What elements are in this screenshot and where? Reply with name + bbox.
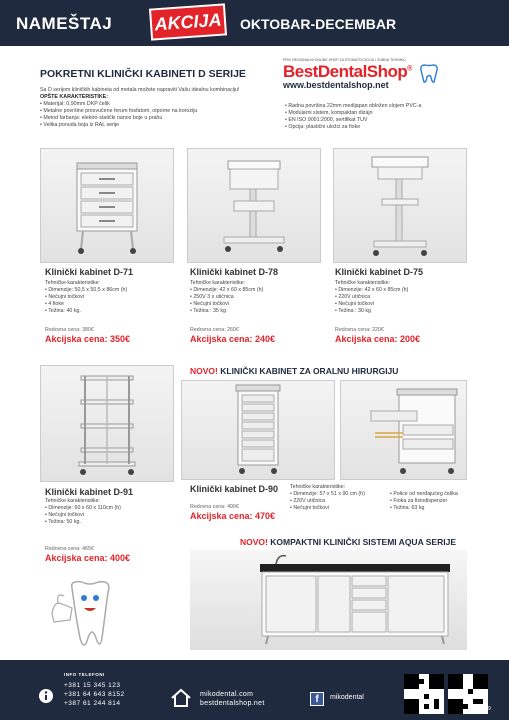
logo-tagline: PRVI REGIONALNI ONLINE SHOP ZA STOMATOLOGIJU I ZUBNU TEHNIKU: [283, 58, 406, 62]
section-aqua-text: KOMPAKTNI KLINIČKI SISTEMI AQUA SERIJE: [267, 537, 456, 547]
phone-number[interactable]: +381 64 643 8152: [64, 691, 125, 698]
feature-item: • Metalne površine presvučene ferum fosfatom, otporne na koroziju: [40, 108, 198, 114]
product-specs-d71: [45, 280, 127, 315]
spec-item: • Dimenzije: 60 x 60 x 110cm (h): [45, 505, 121, 511]
header-bar: [0, 0, 509, 46]
spec-item: • Težina: 63 kg: [390, 505, 425, 511]
sale-price-d90: Akcijska cena: 470€: [190, 511, 276, 521]
feature-item: • Velika ponuda boja iz RAL serije: [40, 122, 120, 128]
akcija-badge: AKCIJA: [149, 3, 227, 40]
header-period: OKTOBAR-DECEMBAR: [240, 16, 397, 32]
sale-price-d78: Akcijska cena: 240€: [190, 334, 276, 344]
cabinet-d71-illustration: [41, 149, 173, 262]
cabinet-d75-illustration: [334, 149, 466, 262]
header-title: NAMEŠTAJ: [16, 14, 113, 33]
qr-code-icon: [404, 674, 444, 714]
product-image-d75: [333, 148, 467, 263]
product-specs-d78: [190, 280, 263, 315]
specs-label: Tehničke karakteristike:: [290, 484, 346, 490]
spec-item: • Nečujni točkovi: [290, 505, 329, 511]
old-price-d91: Redovna cena: 465€: [45, 546, 94, 552]
page-number: 9: [488, 706, 491, 712]
cabinet-d78-illustration: [188, 149, 320, 262]
home-icon: [170, 688, 192, 708]
tooth-mascot-icon: [42, 578, 132, 658]
product-name-d90: Klinički kabinet D-90: [190, 484, 279, 494]
old-price-d78: Redovna cena: 260€: [190, 327, 239, 333]
product-name-d71: Klinički kabinet D-71: [45, 267, 134, 277]
spec-item: • Police od nerđajućeg čelika: [390, 491, 458, 497]
product-image-d71: [40, 148, 174, 263]
phone-number[interactable]: +387 61 244 814: [64, 700, 121, 707]
section-oral-surgery: [190, 366, 398, 376]
spec-item: • Dimenzije: 57 x 51 x 90 cm (h): [290, 491, 365, 497]
feature-item: • Materijal: 0,90mm DKP čelik: [40, 101, 110, 107]
product-name-d78: Klinički kabinet D-78: [190, 267, 279, 277]
footer-phone-label: INFO TELEFONI: [64, 672, 105, 677]
product-image-d91: [40, 365, 174, 482]
cabinet-d90-open-illustration: [341, 381, 466, 479]
spec-item: • Nečujni točkovi: [190, 301, 229, 307]
feature-item: • Radna površina 22mm medijapan obložen slojem PVC-a: [285, 103, 422, 109]
feature-item: • EN ISO 9001:2000, sertifikat TUV: [285, 117, 368, 123]
tooth-logo-icon: [418, 64, 440, 84]
feature-item: • Opcija: plastični uložci za fioke: [285, 124, 361, 130]
old-price-d71: Redovna cena: 380€: [45, 327, 94, 333]
sale-price-d71: Akcijska cena: 350€: [45, 334, 131, 344]
spec-item: • 4 fioke: [45, 301, 64, 307]
product-specs-d90: [290, 484, 365, 512]
qr-code-icon: [448, 674, 488, 714]
footer-bar: [0, 660, 509, 720]
section-oral-text: KLINIČKI KABINET ZA ORALNU HIRURGIJU: [217, 366, 399, 376]
spec-item: • Dimenzije: 50,5 x 50,5 x 86cm (h): [45, 287, 128, 293]
novo-label: NOVO!: [190, 366, 218, 376]
sale-price-d91: Akcijska cena: 400€: [45, 553, 131, 563]
spec-item: • Nečujni točkovi: [45, 512, 84, 518]
logo-brand: BestDentalShop®: [283, 62, 412, 81]
sale-price-d75: Akcijska cena: 200€: [335, 334, 421, 344]
old-price-d75: Redovna cena: 220€: [335, 327, 384, 333]
spec-item: • Težina : 30 kg: [335, 308, 371, 314]
intro-block: [40, 87, 280, 129]
info-icon: [38, 688, 54, 704]
intro-features-right: [285, 103, 485, 131]
website-link[interactable]: mikodental.com: [200, 691, 254, 698]
spec-item: • 250V 3 x utičnica: [190, 294, 234, 300]
product-name-d75: Klinički kabinet D-75: [335, 267, 424, 277]
product-specs-d91: [45, 498, 121, 526]
spec-item: • Težina : 35 kg: [190, 308, 226, 314]
intro-heading: OPŠTE KARAKTERISTIKE:: [40, 94, 108, 100]
logo-url: www.bestdentalshop.net: [283, 80, 389, 90]
product-specs-d90-extra: [390, 491, 458, 512]
intro-text: Sa D serijom kliničkih kabineta od metala možete napraviti Vašu idealnu kombinaciju!: [40, 87, 240, 93]
spec-item: • Težina: 40 kg.: [45, 308, 81, 314]
spec-item: • Dimenzije: 42 x 60 x 85cm (h): [190, 287, 264, 293]
cabinet-d91-illustration: [41, 366, 173, 481]
product-image-d78: [187, 148, 321, 263]
product-specs-d75: [335, 280, 408, 315]
feature-item: • Modularni sistem, kompaktan dizajn: [285, 110, 373, 116]
old-price-d90: Redovna cena: 490€: [190, 504, 239, 510]
specs-label: Tehničke karakteristike:: [45, 280, 101, 286]
spec-item: • 220V utičnica: [335, 294, 371, 300]
product-image-d90-open: [340, 380, 467, 480]
spec-item: • Dimenzije: 42 x 60 x 85cm (h): [335, 287, 409, 293]
qr-code-2[interactable]: [448, 674, 488, 714]
spec-item: • Nečujni točkovi: [45, 294, 84, 300]
website-link[interactable]: bestdentalshop.net: [200, 700, 265, 707]
novo-label: NOVO!: [240, 537, 268, 547]
cabinet-d90-illustration: [182, 381, 334, 479]
phone-number[interactable]: +381 15 345 123: [64, 682, 121, 689]
specs-label: Tehničke karakteristike:: [190, 280, 246, 286]
product-name-d91: Klinički kabinet D-91: [45, 487, 134, 497]
specs-label: Tehničke karakteristike:: [335, 280, 391, 286]
specs-label: Tehničke karakteristike:: [45, 498, 101, 504]
qr-code-1[interactable]: [404, 674, 444, 714]
facebook-link[interactable]: mikodental: [330, 694, 364, 701]
product-image-aqua: [190, 550, 467, 650]
spec-item: • Nečujni točkovi: [335, 301, 374, 307]
spec-item: • Fioka za fiziodispenzer: [390, 498, 448, 504]
spec-item: • 220V utičnica: [290, 498, 326, 504]
section-title: POKRETNI KLINIČKI KABINETI D SERIJE: [40, 68, 246, 80]
feature-item: • Metod farbanja: elektro-statički nanos boje u prahu: [40, 115, 163, 121]
spec-item: • Težina: 50 kg.: [45, 519, 81, 525]
facebook-icon[interactable]: f: [310, 692, 324, 706]
product-image-d90: [181, 380, 335, 480]
section-aqua: [240, 537, 456, 547]
aqua-cabinet-illustration: [190, 550, 467, 650]
